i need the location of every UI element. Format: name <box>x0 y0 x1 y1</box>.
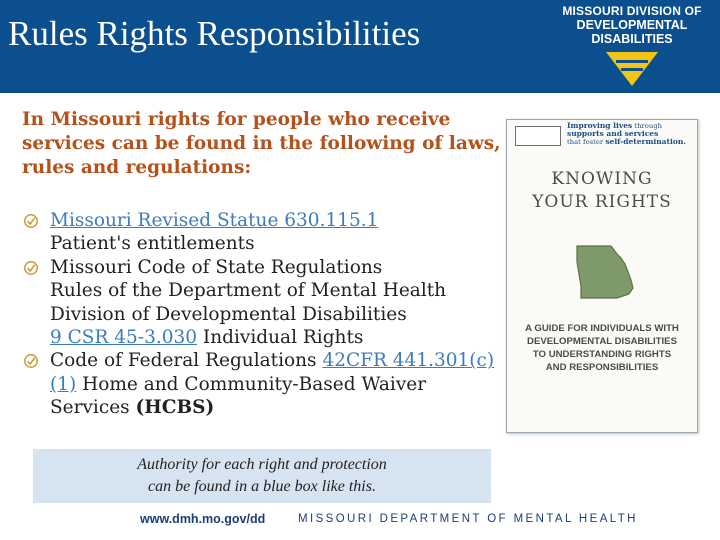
bullet-icon <box>23 260 39 276</box>
booklet-heading <box>507 168 697 214</box>
tagline-5: self-determination. <box>605 137 686 146</box>
tagline-2: through <box>634 122 662 130</box>
statute-description: Patient's entitlements <box>50 233 255 255</box>
list-item <box>0 209 510 256</box>
statute-link[interactable]: Missouri Revised Statue 630.115.1 <box>50 210 379 231</box>
booklet-top-banner <box>507 120 697 150</box>
booklet-heading-2: YOUR RIGHTS <box>532 192 672 212</box>
cfr-label: Code of Federal Regulations <box>50 350 323 372</box>
guide-line-4: AND RESPONSIBILITIES <box>545 362 659 373</box>
bullet-icon <box>23 353 39 369</box>
header-bar <box>0 0 720 93</box>
logo-line-2: DEVELOPMENTAL <box>576 18 688 32</box>
note-line-1: Authority for each right and protection <box>137 456 387 473</box>
footer-url[interactable]: www.dmh.mo.gov/dd <box>140 512 266 526</box>
booklet-tagline <box>567 122 693 146</box>
footer-org: MISSOURI DEPARTMENT OF MENTAL HEALTH <box>298 513 638 525</box>
guide-line-3: TO UNDERSTANDING RIGHTS <box>532 349 672 360</box>
cfr-description: Home and Community-Based Waiver Services <box>50 373 427 419</box>
booklet-guide-text <box>511 322 693 374</box>
logo-line-1: MISSOURI DIVISION OF <box>562 4 702 18</box>
missouri-map-icon <box>571 242 637 304</box>
list-item <box>0 349 510 419</box>
csr-line-2: Rules of the Department of Mental Health <box>50 280 447 302</box>
guide-line-1: A GUIDE FOR INDIVIDUALS WITH <box>525 323 679 334</box>
slide-title: Rules Rights Responsibilities <box>8 14 421 53</box>
csr-description: Individual Rights <box>197 327 364 349</box>
list-item <box>0 256 510 350</box>
knowing-your-rights-booklet <box>506 119 698 433</box>
csr-line-1: Missouri Code of State Regulations <box>50 256 383 278</box>
division-logo <box>556 4 708 90</box>
yellow-triangle-icon <box>602 50 662 88</box>
tagline-4: that foster <box>567 138 604 146</box>
authority-note-box <box>33 449 491 503</box>
booklet-heading-1: KNOWING <box>551 169 653 189</box>
cfr-link[interactable]: 42CFR 441.301(c)(1) <box>50 350 495 395</box>
bullet-icon <box>23 213 39 229</box>
guide-line-2: DEVELOPMENTAL DISABILITIES <box>527 336 677 347</box>
csr-line-3: Division of Developmental Disabilities <box>50 303 407 325</box>
logo-line-3: DISABILITIES <box>591 32 673 46</box>
tagline-1: Improving lives <box>567 121 633 130</box>
hcbs-label: (HCBS) <box>135 397 215 419</box>
tagline-3: supports and services <box>567 129 659 138</box>
note-line-2: can be found in a blue box like this. <box>148 478 376 495</box>
mini-logo-icon <box>515 126 561 146</box>
rights-source-list <box>0 209 510 420</box>
csr-link[interactable]: 9 CSR 45-3.030 <box>50 327 198 349</box>
intro-text: In Missouri rights for people who receive services can be found in the following of laws, rules and regulations: <box>22 109 501 178</box>
